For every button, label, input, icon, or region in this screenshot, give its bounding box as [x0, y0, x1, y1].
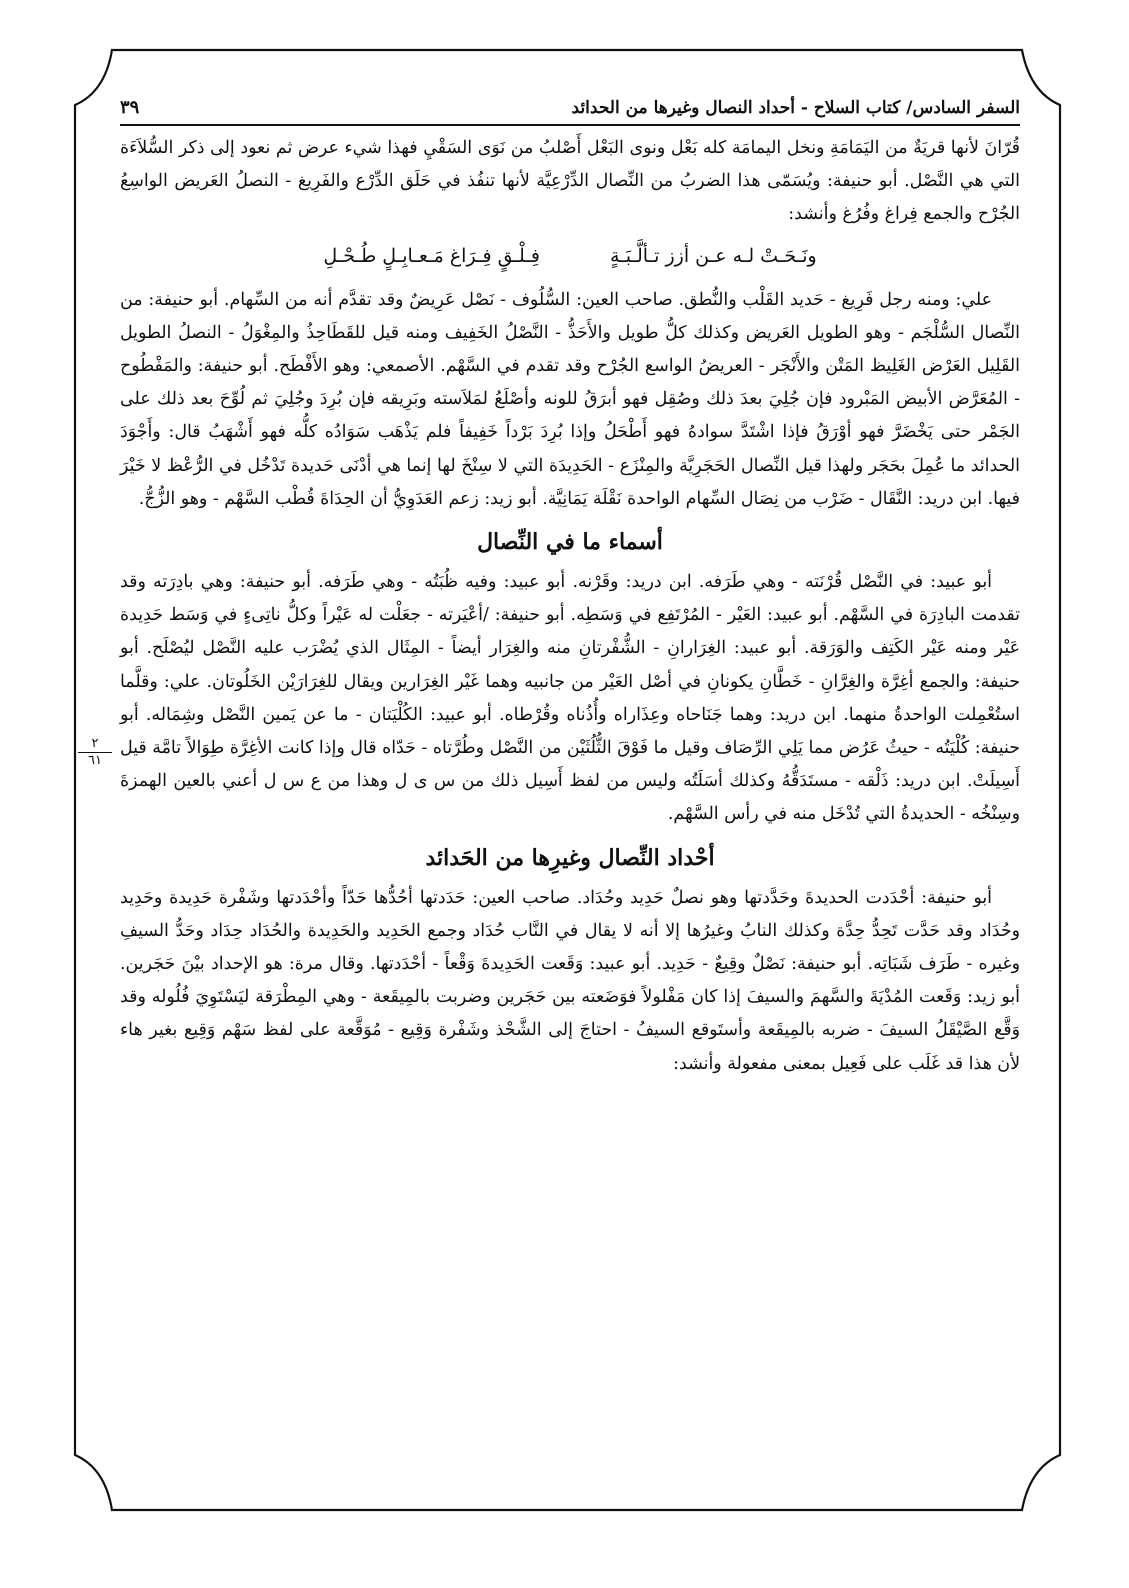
verse-line — [120, 234, 1020, 278]
paragraph-1: قُرّانَ لأنها قريَةٌ من اليَمَامَةِ ونخل اليمامَة كله بَعْل ونوى البَعْل أَصْلبُ من نَوَى السَقْيِ فهذا شيء عرض ثم نعود إلى ذكر السُّلاَءَة التي هي النَّصْل. أبو حنيفة: ويُسَمّى هذا الضربُ من النِّصال الدِّرْعِيَّة لأنها تنفُذ في حَلَق الدِّرْع والفَرِيغ - النصلُ العَريض الواسِعُ الجُرْح والجمع فِراغ وفُرُغ وأنشد: — [120, 138, 1020, 225]
section-names-paragraph: أبو عبيد: في النَّصْل قُرْنَته - وهي طَرَفه. ابن دريد: وقَرْنه. أبو عبيد: وفيه ظُبَتُه - وهي طَرَفه. أبو حنيفة: وهي بادِرَته وقد تقدمت البادِرَة في السَّهْم. أبو عبيد: العَيْر - المُرْتَفِع في وَسَطِه. أبو حنيفة: /أعْيَرته - جعَلْت له عَيْراً وكلُّ ناتِىءٍ في وَسَط حَدِيدة عَيْر ومنه عَيْر الكَتِف والوَرَقة. أبو عبيد: الغِرَارانِ - الشُّفْرتانِ منه والغِرَار أيضاً - المِثَال الذي يُضْرَب عليه النَّصْل ليُصْلَح. أبو حنيفة: والجمع أغِرَّة والغِرَّانِ - خَطَّانِ يكونانِ في أصْل العَيْر من جانبيه وهما غَيْر الغِرَارين ويقال للغِرَارَيْن الخَلُوتان. علي: وقلَّما استُعْمِلت الواحدةُ منهما. ابن دريد: وهما جَنَاحاه وعِذَاراه وأُذُناه وقُرْطاه. أبو عبيد: الكُلْيَتان - ما عن يَمين النَّصْل وشِمَاله. أبو حنيفة: كُلْيَتُه - حيثُ عَرُض مما يَلِي الرِّصَاف وقيل ما فَوْقَ الثُّلُثَيْن من النَّصْل وطُرَّتاه - حَدّاه قال وإذا كانت الأغِرَّة طِوَالاً تامَّة قيل أَسِيلَتْ. ابن دريد: ذَلْقه - مستَدَقُّهُ وكذلك أسَلَتُه وليس من لفظ أَسِيل ذلك من س ى ل وهذا من ع س ل أعني بالعين الهمزةَ وسِنْخُه - الحديدةُ التي تُدْخَل منه في رأس السَّهْم. — [120, 572, 1020, 825]
margin-folio-note — [78, 737, 112, 768]
margin-note-bottom: ٦١ — [88, 753, 102, 768]
page-number: ٣٩ — [120, 97, 140, 118]
section-heading-names: أسماء ما في النِّصال — [477, 529, 663, 556]
verse-second-hemistich: فِـلْـقٍ فِـرَاغ مَـعـابِـلٍ طُـحْـلِ — [323, 244, 540, 267]
margin-note-top: ٢ — [91, 736, 99, 751]
paragraph-2: علي: ومنه رجل فَرِيغ - حَديد القَلْب والنُّطق. صاحب العين: السُّلُوف - نَصْل عَرِيضٌ وقد تقدَّم أنه من السِّهام. أبو حنيفة: من النِّصال السُّلْجَم - وهو الطويل العَريض وكذلك كلُّ طويل والأَحَذُّ - النَّصْلُ الخَفِيف ومنه قيل للقَطَاحِذُ والمِغْوَلُ - النصلُ الطويل القَلِيل العَرْض الغَلِيظ المَتْن والأَنْجَر - العريضُ الواسع الجُرْح وقد تقدم في السَّهْم. الأصمعي: وهو الأَفْطَح. أبو حنيفة: والمَفْطُوح - المُعَرَّض الأبيض المَبْرود فإن جُلِيَ بعدَ ذلك وصُقِل فهو أبرَقُ للونه وأصْلَعُ لمَلاَسته وبَرِيقه فإن بُرِدَ وجُلِيَ ثم لُوِّحَ بعد ذلك على الجَمْر حتى يَخْضَرَّ فهو أوْرَقُ فإذا اشْتَدَّ سوادهُ فهو أَطْحَلُ وإذا بُرِدَ بَرْداً خَفِيفاً فلم يَذْهَب سَوَادُه كلُّه فهو أَشْهَبُ قال: وأَجْوَدَ الحدائد ما عُمِلَ بحَجَر ولهذا قيل النِّصال الحَجَرِيَّة والمِنْزَع - الحَدِيدَة التي لا سِنْخَ لها إنما هي أدْنَى حَديدة تَدْخُل في الرُّعْظ لا خَيْرَ فيها. ابن دريد: النَّقَال - ضَرْب من نِصَال السِّهام الواحدة نَقْلَة يَمَانِيَّة. أبو زيد: زعم العَدَوِيُّ أن الحِدَاةَ قُطْب السَّهْم - وهو الزُّجُّ. — [120, 289, 1020, 509]
page — [120, 70, 1020, 1470]
running-header — [120, 82, 1020, 118]
section-sharpening-paragraph: أبو حنيفة: أحْدَدت الحديدةَ وحَدَّدتها وهو نصلٌ حَدِيد وحُدَاد. صاحب العين: حَدَدتها أحُدُّها حَدّاً وأحْدَدتها وشَفْرة حَدِيدة وحَدِيد وحُدَاد وقد حَدَّت تَحِدُّ حِدَّة وكذلك النابُ وغيرُها إلا أنه لا يقال في النَّاب حُدَاد وجمع الحَدِيد والحَدِيدة والحُدَاد حِدَاد وحَدُّ السيفِ وغيره - طَرَف شَبَاتِه. أبو حنيفة: نَصْلٌ وقِيعٌ - حَدِيد. أبو عبيد: وَقَعت الحَدِيدةَ وَقْعاً - أحْدَدتها. وقال مرة: هو الإحداد بيْنَ حَجَرين. أبو زيد: وَقَعت المُدْيَةَ والسَّهمَ والسيفَ إذا كان مَفْلولاً فوَضَعته بين حَجَرين وضربت بالمِيقَعة - وهي المِطْرَقة ليَسْتَوِيَ فُلُوله وقد وَقَّع الصَّيْقَلُ السيفَ - ضربه بالمِيقَعة وأستَوقع السيفُ - احتاجَ إلى الشَّحْذ وشَفْرة وَقِيع - مُوَقَّعة على لفظ سَهْم وَقِيع بغير هاء لأن هذا قد غَلَب على فَعِيل بمعنى مفعولة وأنشد: — [120, 887, 1020, 1074]
header-rule — [120, 124, 1020, 126]
verse-first-hemistich: ونَـحَـتْ لـه عـن أزز تـألَّـبَـةٍ — [609, 244, 817, 267]
page-body — [120, 132, 1020, 1081]
running-title: السفر السادس/ كتاب السلاح - أحداد النصال وغيرها من الحدائد — [571, 98, 1020, 118]
section-heading-sharpening: أحْداد النِّصال وغيرِها من الحَدائد — [425, 844, 715, 871]
